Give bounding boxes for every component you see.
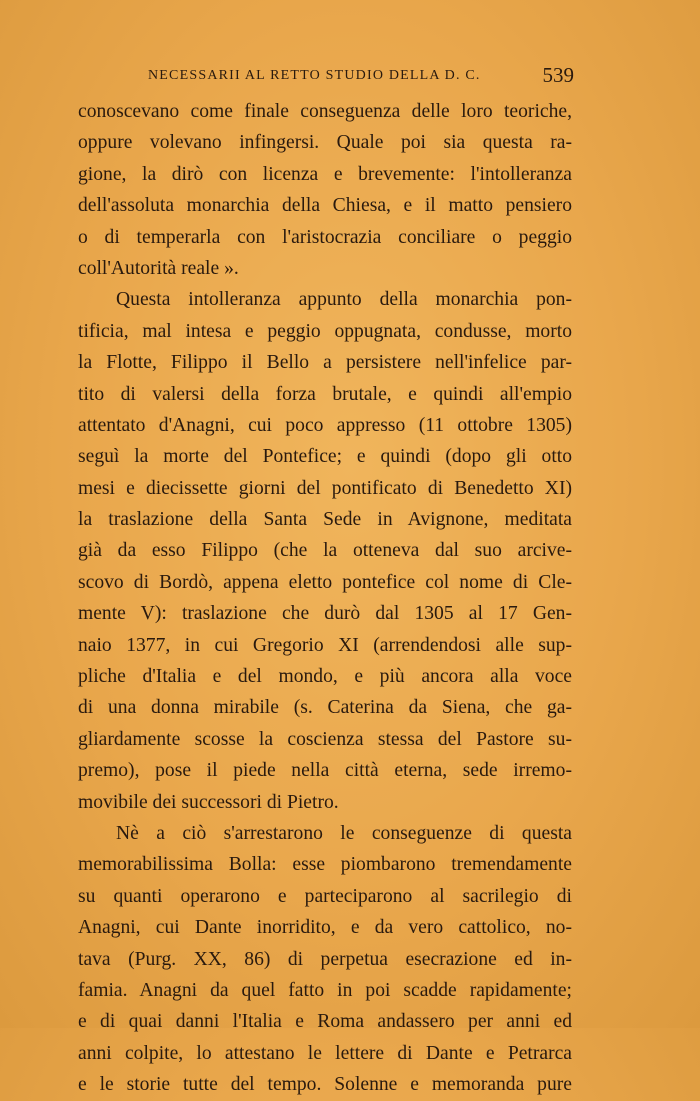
text-line: su quanti operarono e parteciparono al sacrilegio di — [78, 885, 572, 907]
text-line: Nè a ciò s'arrestarono le conseguenze di questa — [116, 822, 572, 844]
text-line: gliardamente scosse la coscienza stessa del Pastore su- — [78, 728, 572, 750]
text-line: Questa intolleranza appunto della monarchia pon- — [116, 289, 572, 311]
text-line: Anagni, cui Dante inorridito, e da vero cattolico, no- — [78, 917, 572, 939]
text-line: premo), pose il piede nella città eterna, sede irremo- — [78, 760, 572, 782]
text-line: scovo di Bordò, appena eletto pontefice col nome di Cle- — [78, 571, 572, 593]
text-line: gione, la dirò con licenza e brevemente: l'intolleranza — [78, 163, 572, 185]
text-line: mente V): traslazione che durò dal 1305 al 17 Gen- — [78, 603, 572, 625]
text-line: tava (Purg. XX, 86) di perpetua esecrazione ed in- — [78, 948, 572, 970]
body-text — [78, 96, 572, 1101]
text-line: oppure volevano infingersi. Quale poi sia questa ra- — [78, 132, 572, 154]
text-line: coll'Autorità reale ». — [78, 257, 239, 279]
text-line: di una donna mirabile (s. Caterina da Siena, che ga- — [78, 697, 572, 719]
text-line: o di temperarla con l'aristocrazia conciliare o peggio — [78, 226, 572, 248]
text-line: la Flotte, Filippo il Bello a persistere nell'infelice par- — [78, 352, 572, 374]
text-line: attentato d'Anagni, cui poco appresso (11 ottobre 1305) — [78, 414, 572, 436]
page-number: 539 — [542, 63, 574, 87]
text-line: dell'assoluta monarchia della Chiesa, e il matto pensiero — [78, 195, 572, 217]
text-line: seguì la morte del Pontefice; e quindi (dopo gli otto — [78, 446, 572, 468]
text-line: anni colpite, lo attestano le lettere di Dante e Petrarca — [78, 1042, 572, 1064]
page-header — [78, 62, 574, 92]
text-line: e di quai danni l'Italia e Roma andassero per anni ed — [78, 1011, 572, 1033]
text-line: famia. Anagni da quel fatto in poi scadde rapidamente; — [78, 979, 572, 1001]
text-line: tificia, mal intesa e peggio oppugnata, condusse, morto — [78, 320, 572, 342]
text-line: pliche d'Italia e del mondo, e più ancora alla voce — [78, 666, 572, 688]
running-head: NECESSARII AL RETTO STUDIO DELLA D. C. — [148, 68, 481, 83]
text-line: e le storie tutte del tempo. Solenne e memoranda pure — [78, 1074, 572, 1096]
text-line: tito di valersi della forza brutale, e quindi all'empio — [78, 383, 572, 405]
text-line: movibile dei successori di Pietro. — [78, 791, 339, 813]
text-line: conoscevano come finale conseguenza delle loro teoriche, — [78, 101, 572, 122]
text-line: naio 1377, in cui Gregorio XI (arrendendosi alle sup- — [78, 634, 572, 656]
text-line: mesi e diecissette giorni del pontificato di Benedetto XI) — [78, 477, 572, 499]
text-line: già da esso Filippo (che la otteneva dal suo arcive- — [78, 540, 572, 562]
text-line: memorabilissima Bolla: esse piombarono tremendamente — [78, 854, 572, 876]
text-line: la traslazione della Santa Sede in Avignone, meditata — [78, 509, 572, 531]
